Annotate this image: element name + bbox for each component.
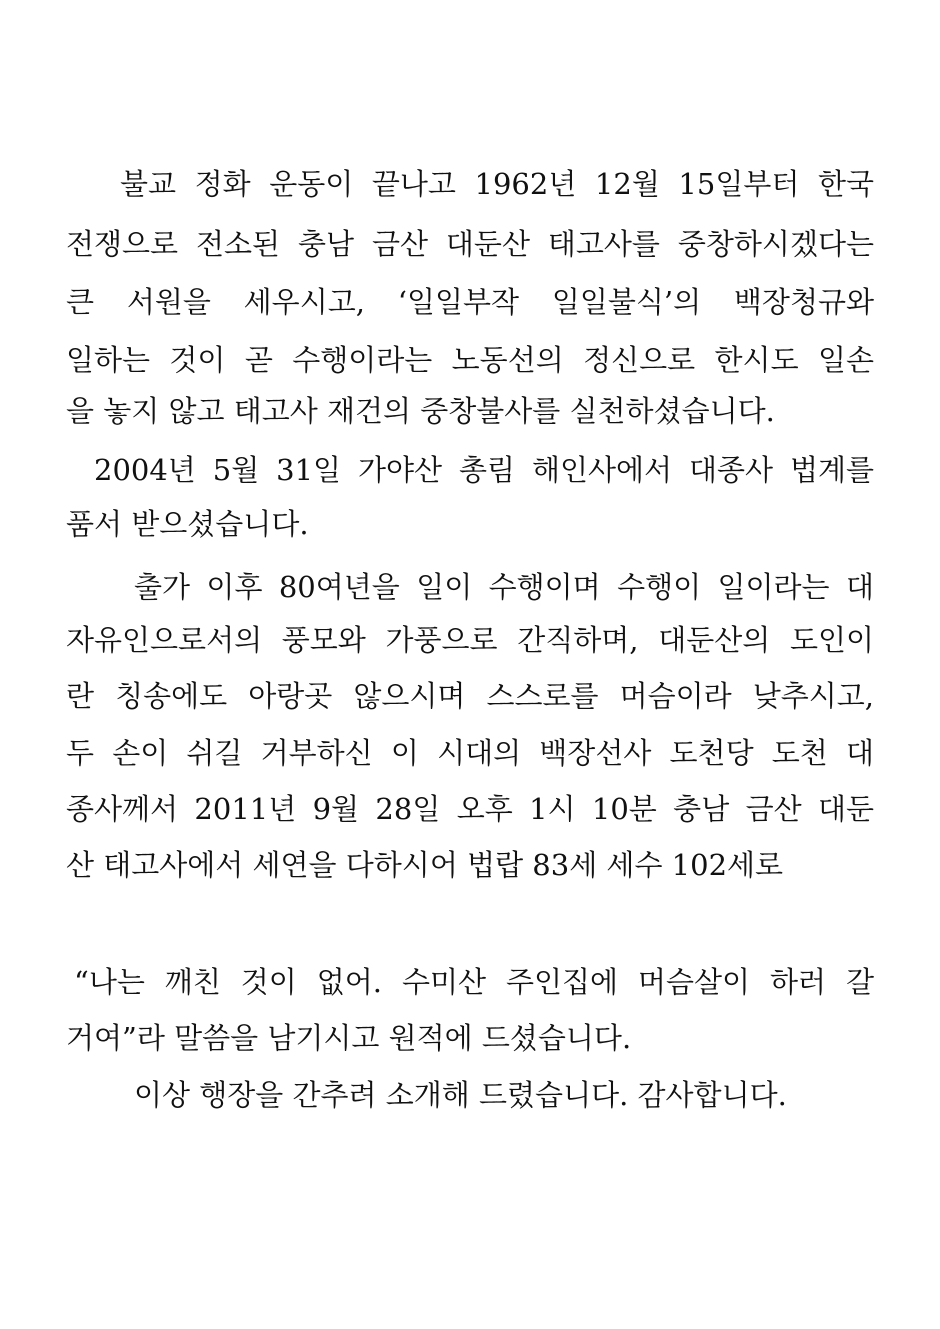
text-line: 출가 이후 80여년을 일이 수행이며 수행이 일이라는 대 xyxy=(134,570,874,604)
text-line: 산 태고사에서 세연을 다하시어 법랍 83세 세수 102세로 xyxy=(66,848,784,882)
text-line: 품서 받으셨습니다. xyxy=(66,507,309,541)
text-line: 일하는 것이 곧 수행이라는 노동선의 정신으로 한시도 일손 xyxy=(66,343,874,377)
text-line: 자유인으로서의 풍모와 가풍으로 간직하며, 대둔산의 도인이 xyxy=(66,623,874,657)
text-line: “나는 깨친 것이 없어. 수미산 주인집에 머슴살이 하러 갈 xyxy=(74,965,874,999)
text-line: 두 손이 쉬길 거부하신 이 시대의 백장선사 도천당 도천 대 xyxy=(66,736,874,770)
text-line: 불교 정화 운동이 끝나고 1962년 12월 15일부터 한국 xyxy=(120,167,874,201)
text-line: 거여”라 말씀을 남기시고 원적에 드셨습니다. xyxy=(66,1021,632,1055)
text-line: 종사께서 2011년 9월 28일 오후 1시 10분 충남 금산 대둔 xyxy=(66,792,874,826)
text-line: 을 놓지 않고 태고사 재건의 중창불사를 실천하셨습니다. xyxy=(66,394,775,428)
text-line: 이상 행장을 간추려 소개해 드렸습니다. 감사합니다. xyxy=(134,1078,787,1112)
text-line: 란 칭송에도 아랑곳 않으시며 스스로를 머슴이라 낮추시고, xyxy=(66,679,874,713)
text-line: 큰 서원을 세우시고, ‘일일부작 일일불식’의 백장청규와 xyxy=(66,285,874,319)
text-line: 2004년 5월 31일 가야산 총림 해인사에서 대종사 법계를 xyxy=(94,453,874,487)
text-line: 전쟁으로 전소된 충남 금산 대둔산 태고사를 중창하시겠다는 xyxy=(66,227,874,261)
